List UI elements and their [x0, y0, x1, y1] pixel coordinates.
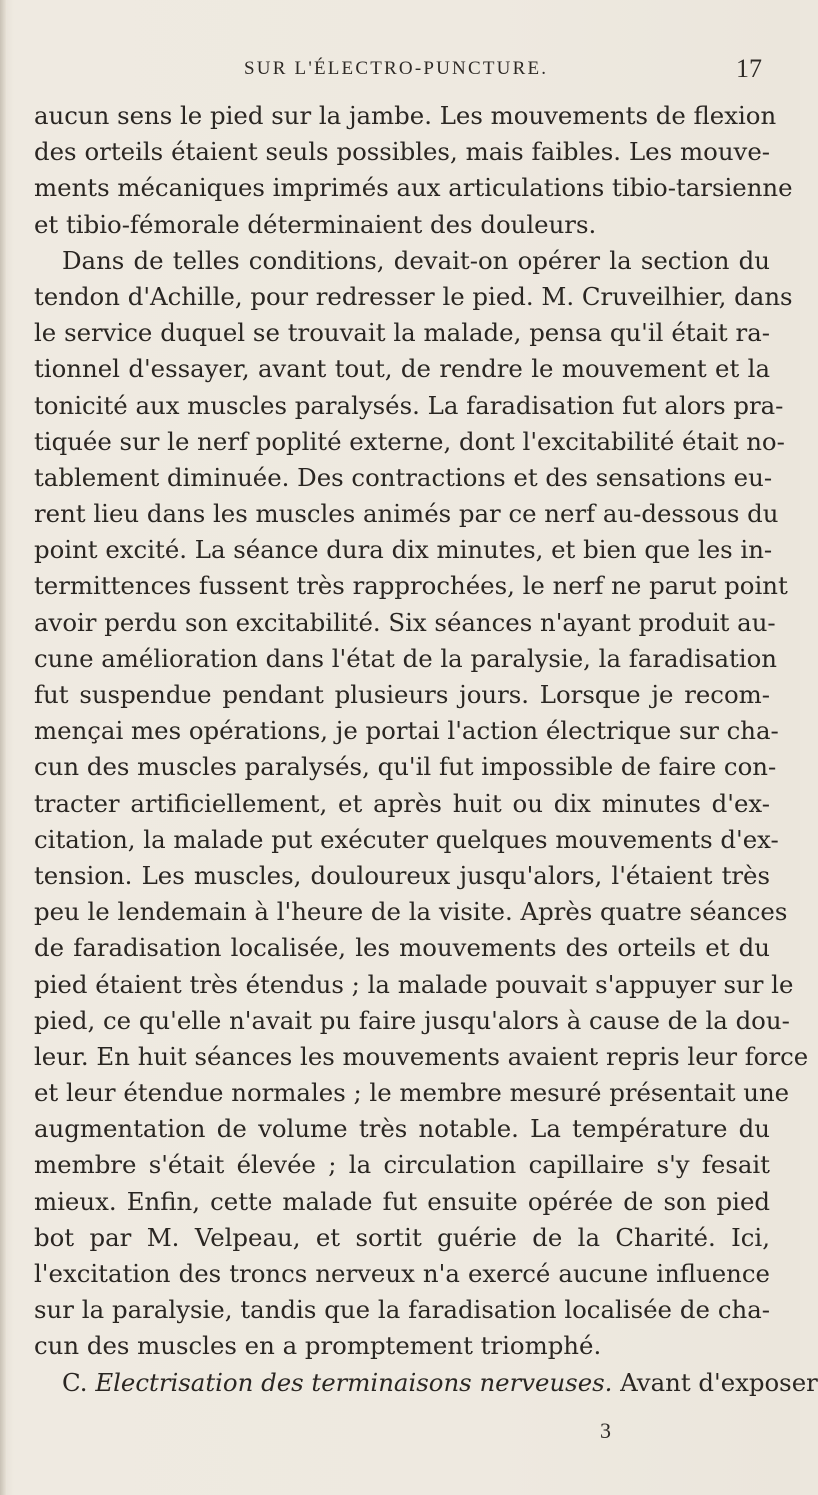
text-line: tablement diminuée. Des contractions et des sensations eu-	[34, 462, 773, 492]
text-line: pied, ce qu'elle n'avait pu faire jusqu'alors à cause de la dou-	[34, 1005, 790, 1035]
page-gutter-shadow	[0, 0, 6, 1495]
text-line: augmentation de volume très notable. La température du	[34, 1114, 770, 1144]
text-line: cun des muscles en a promptement triomphé.	[34, 1331, 602, 1361]
text-line: rent lieu dans les muscles animés par ce nerf au-dessous du	[34, 499, 779, 529]
text-line: tendon d'Achille, pour redresser le pied. M. Cruveilhier, dans	[34, 281, 793, 311]
text-line: cune amélioration dans l'état de la paralysie, la faradisation	[34, 643, 777, 673]
page-number: 17	[736, 54, 762, 83]
text-line: termittences fussent très rapprochées, le nerf ne parut point	[34, 571, 788, 601]
text-line: point excité. La séance dura dix minutes, et bien que les in-	[34, 535, 773, 565]
text-line: fut suspendue pendant plusieurs jours. Lorsque je recom-	[34, 680, 770, 709]
text-line: aucun sens le pied sur la jambe. Les mouvements de flexion	[34, 101, 777, 130]
text-line: mençai mes opérations, je portai l'action électrique sur cha-	[34, 716, 779, 746]
text-line: et leur étendue normales ; le membre mesuré présentait une	[34, 1078, 790, 1108]
text-line: peu le lendemain à l'heure de la visite. Après quatre séances	[34, 897, 788, 927]
text-line: des orteils étaient seuls possibles, mais faibles. Les mouve-	[34, 137, 770, 167]
text-line: tiquée sur le nerf poplité externe, dont l'excitabilité était no-	[34, 426, 785, 456]
text-line: ments mécaniques imprimés aux articulations tibio-tarsienne	[34, 173, 793, 203]
text-line: leur. En huit séances les mouvements avaient repris leur force	[34, 1041, 809, 1071]
text-line: avoir perdu son excitabilité. Six séances n'ayant produit au-	[34, 607, 776, 637]
text-line: et tibio-fémorale déterminaient des douleurs.	[34, 209, 597, 239]
body-text	[34, 98, 818, 1401]
text-line: pied étaient très étendus ; la malade pouvait s'appuyer sur le	[34, 969, 794, 999]
signature-mark: 3	[600, 1418, 611, 1443]
text-line: citation, la malade put exécuter quelques mouvements d'ex-	[34, 824, 779, 854]
text-line: tonicité aux muscles paralysés. La faradisation fut alors pra-	[34, 390, 784, 420]
text-line: tracter artificiellement, et après huit ou dix minutes d'ex-	[34, 788, 770, 818]
text-line: le service duquel se trouvait la malade, pensa qu'il était ra-	[34, 318, 770, 348]
section-heading-line	[34, 1365, 818, 1401]
section-number: C.	[62, 1367, 88, 1397]
text-line: tionnel d'essayer, avant tout, de rendre le mouvement et la	[34, 354, 770, 384]
text-line: cun des muscles paralysés, qu'il fut impossible de faire con-	[34, 752, 777, 782]
section-title: Electrisation des terminaisons nerveuses.	[95, 1367, 613, 1397]
running-head-title: SUR L'ÉLECTRO-PUNCTURE.	[244, 58, 549, 79]
running-head	[0, 54, 800, 84]
text-line: membre s'était élevée ; la circulation capillaire s'y fesait	[34, 1150, 770, 1180]
text-line: Dans de telles conditions, devait-on opérer la section du	[62, 245, 770, 275]
text-line: bot par M. Velpeau, et sortit guérie de la Charité. Ici,	[34, 1222, 770, 1252]
text-line: mieux. Enfin, cette malade fut ensuite opérée de son pied	[34, 1186, 770, 1216]
text-line: sur la paralysie, tandis que la faradisation localisée de cha-	[34, 1295, 770, 1325]
section-text: Avant d'exposer	[620, 1367, 818, 1397]
text-line: tension. Les muscles, douloureux jusqu'alors, l'étaient très	[34, 860, 770, 890]
text-line: de faradisation localisée, les mouvements des orteils et du	[34, 933, 770, 963]
text-line: l'excitation des troncs nerveux n'a exercé aucune influence	[34, 1259, 770, 1288]
